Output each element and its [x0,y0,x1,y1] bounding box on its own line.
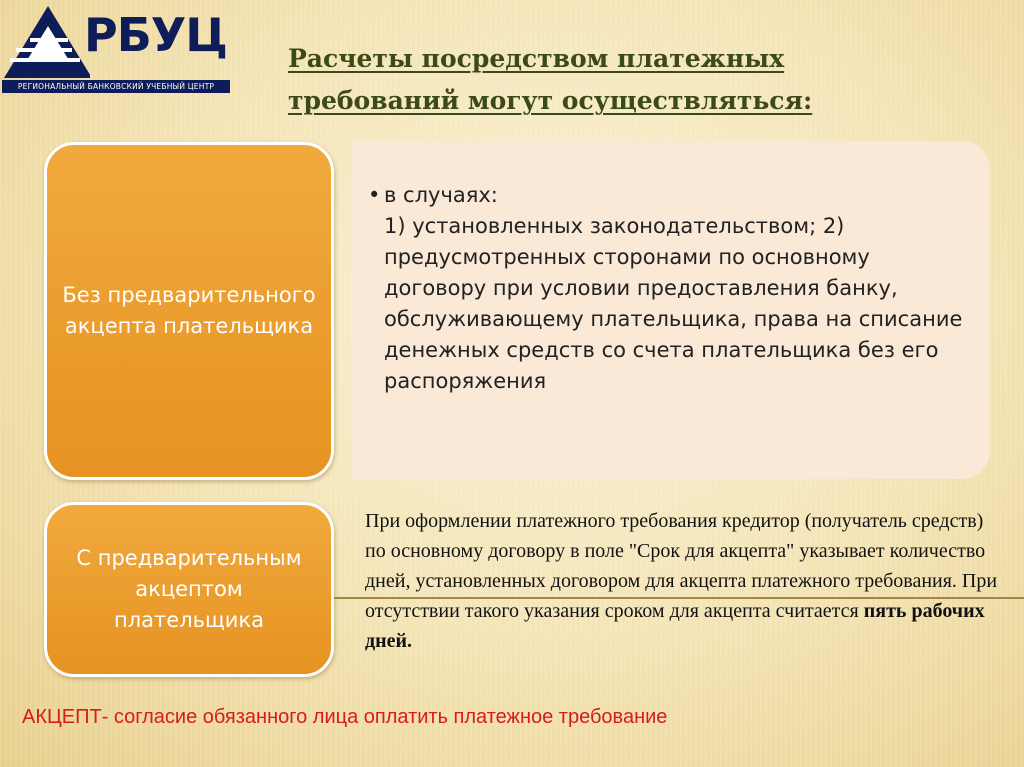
with-acceptance-label: С предварительным акцептом плательщика [76,546,302,632]
bullet-icon: • [368,183,381,207]
acceptance-term: пять рабочих дней. [365,600,985,652]
cases-text [368,180,978,397]
acceptance-definition: АКЦЕПТ- согласие обязанного лица оплатить платежное требование [22,706,668,728]
logo [0,0,232,100]
logo-triangle-icon [0,0,90,80]
logo-name: РБУЦ [84,8,227,62]
cases-intro: в случаях: [384,183,498,207]
title-line-1: Расчеты посредством платежных [288,44,785,73]
acceptance-description-text: При оформлении платежного требования кредитор (получатель средств) по основному договору в поле "Срок для акцепта" указывает количество дней, установленных договором для акцепта платежного требования. При отсутствии такого указания сроком для акцепта считается [365,510,998,622]
title-line-2: требований могут осуществляться: [288,86,813,115]
slide-title [288,38,928,122]
logo-subtitle: РЕГИОНАЛЬНЫЙ БАНКОВСКИЙ УЧЕБНЫЙ ЦЕНТР [2,80,230,93]
without-acceptance-box [44,142,334,480]
cases-list: 1) установленных законодательством; 2) предусмотренных сторонами по основному договору при условии предоставления банку, обслуживающему плательщика, права на списание денежных средств со счета плательщика без его распоряжения [384,214,963,393]
without-acceptance-label: Без предварительного акцепта плательщика [62,283,316,338]
acceptance-description [365,506,1005,656]
with-acceptance-box [44,502,334,677]
